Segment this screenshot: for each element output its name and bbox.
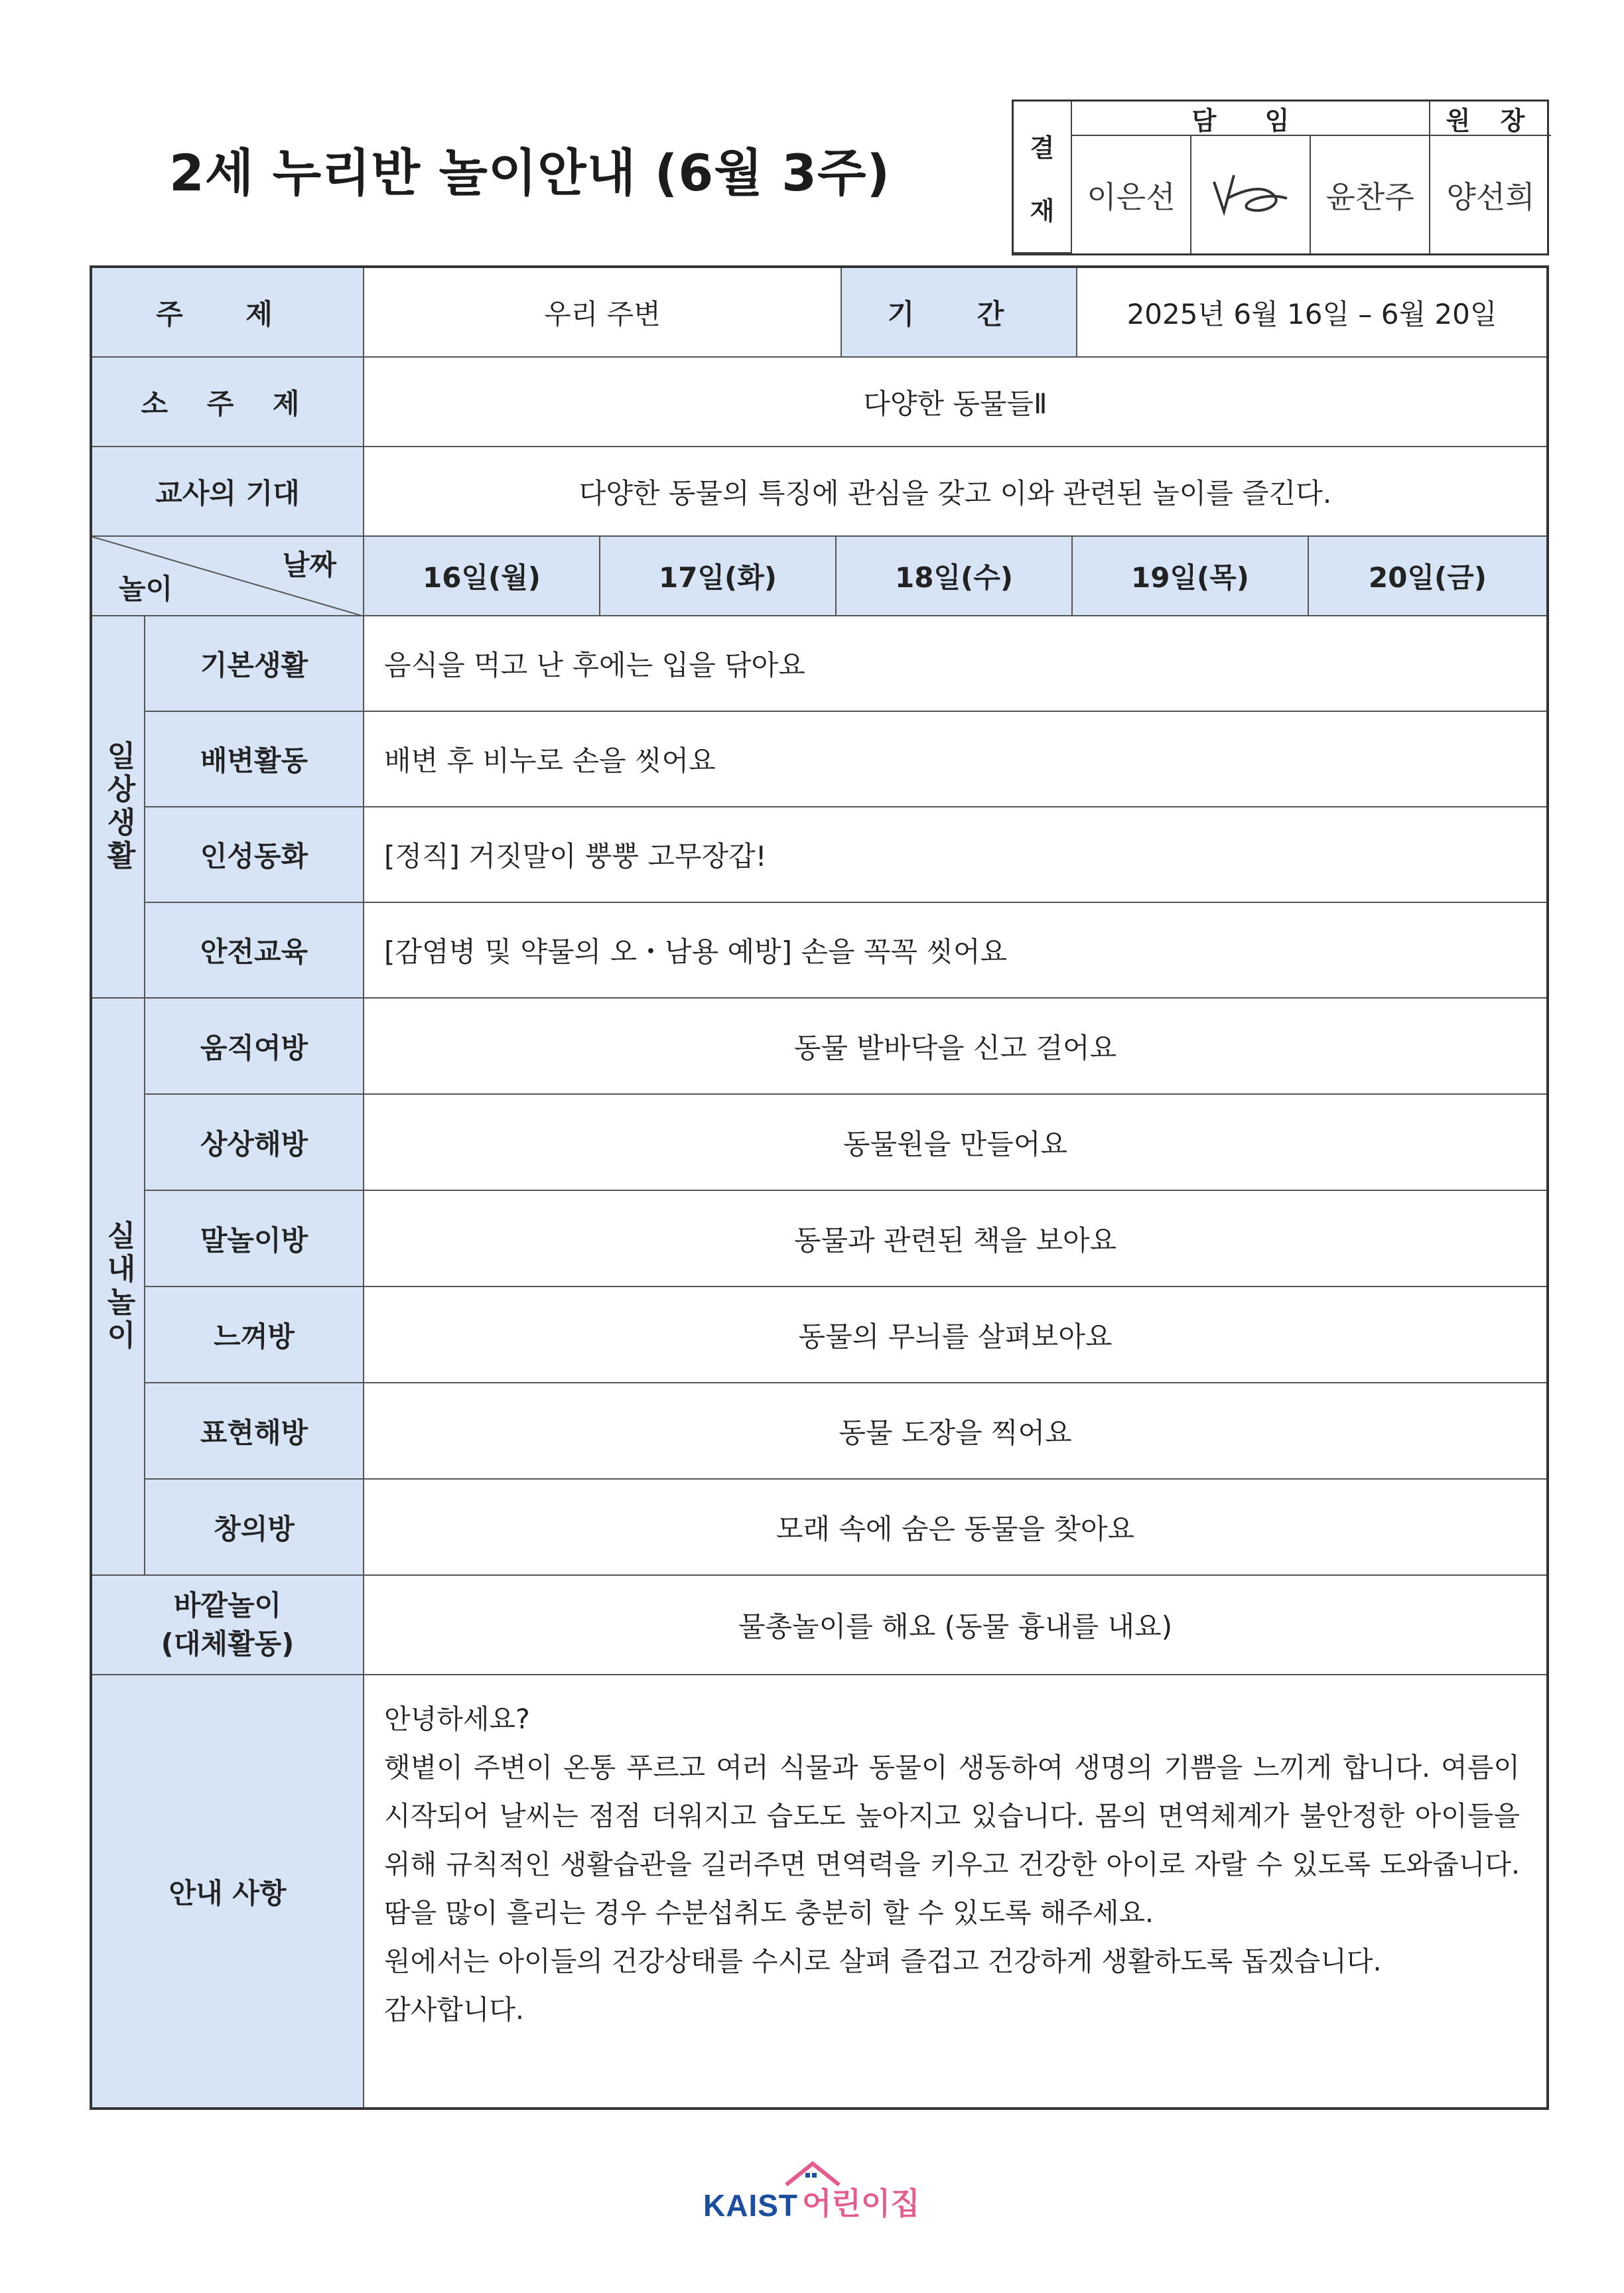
row-value-toileting: 배변 후 비누로 손을 씻어요	[364, 712, 1546, 807]
plan-table	[90, 265, 1549, 2110]
row-value-imagination-room: 동물원을 만들어요	[364, 1095, 1546, 1191]
notice-closing: 원에서는 아이들의 건강상태를 수시로 살펴 즐겁고 건강하게 생활하도록 돕겠습니다.	[384, 1945, 1382, 1977]
row-label-toileting: 배변활동	[145, 712, 364, 807]
row-value-creativity-room: 모래 속에 숨은 동물을 찾아요	[364, 1480, 1546, 1576]
indoor-play-group-label: 실내놀이	[92, 999, 145, 1576]
signature-director: 양선희	[1446, 178, 1535, 215]
approval-side-label: 결 재	[1014, 102, 1072, 253]
notice-text	[364, 1675, 1546, 2107]
kaist-daycare-logo	[703, 2180, 920, 2223]
logo-kaist-text: KAIST	[703, 2188, 798, 2223]
row-label-sensory-room: 느껴방	[145, 1287, 364, 1383]
logo-daycare-text: 어린이집	[802, 2186, 920, 2221]
row-label-expression-room: 표현해방	[145, 1383, 364, 1480]
signature-teacher-2: 윤찬주	[1311, 136, 1430, 253]
notice-greeting: 안녕하세요?	[384, 1703, 530, 1735]
row-value-expression-room: 동물 도장을 찍어요	[364, 1383, 1546, 1480]
row-value-sensory-room: 동물의 무늬를 살펴보아요	[364, 1287, 1546, 1383]
row-value-language-room: 동물과 관련된 책을 보아요	[364, 1191, 1546, 1287]
day-header-mon: 16일(월)	[364, 537, 600, 616]
signature-mark	[1191, 136, 1311, 253]
approval-box	[1012, 100, 1549, 255]
signature-teacher-1: 이은선	[1072, 136, 1191, 253]
expectation-value: 다양한 동물의 특징에 관심을 갖고 이와 관련된 놀이를 즐긴다.	[364, 447, 1546, 537]
house-roof-icon	[783, 2160, 843, 2186]
diagonal-header	[92, 537, 364, 616]
subtheme-value: 다양한 동물들Ⅱ	[364, 358, 1546, 447]
row-label-basic-life: 기본생활	[145, 616, 364, 712]
day-header-thu: 19일(목)	[1073, 537, 1309, 616]
expectation-label: 교사의 기대	[92, 447, 364, 537]
row-label-movement-room: 움직여방	[145, 999, 364, 1095]
row-value-safety-education: [감염병 및 약물의 오・남용 예방] 손을 꼭꼭 씻어요	[364, 903, 1546, 999]
row-label-character-story: 인성동화	[145, 807, 364, 903]
page-title: 2세 누리반 놀이안내 (6월 3주)	[169, 143, 891, 202]
head-teacher-label: 담 임	[1072, 102, 1430, 136]
date-axis-label: 날짜	[282, 549, 336, 581]
notice-paragraph: 햇볕이 주변이 온통 푸르고 여러 식물과 동물이 생동하여 생명의 기쁨을 느끼게 합니다. 여름이 시작되어 날씨는 점점 더워지고 습도도 높아지고 있습니다. 몸의 면역체계가 불안정한 아이들을 위해 규칙적인 생활습관을 길러주면 면역력을 키우고 건강한 아이로 자랄 수 있도록 도와줍니다. 땀을 많이 흘리는 경우 수분섭취도 충분히 할 수 있도록 해주세요.	[384, 1752, 1520, 1929]
play-axis-label: 놀이	[119, 573, 173, 605]
row-value-basic-life: 음식을 먹고 난 후에는 입을 닦아요	[364, 616, 1546, 712]
period-label: 기 간	[842, 268, 1077, 358]
subtheme-label: 소 주 제	[92, 358, 364, 447]
notice-label: 안내 사항	[92, 1675, 364, 2107]
row-value-movement-room: 동물 발바닥을 신고 걸어요	[364, 999, 1546, 1095]
notice-thanks: 감사합니다.	[384, 1994, 525, 2026]
row-label-creativity-room: 창의방	[145, 1480, 364, 1576]
row-label-imagination-room: 상상해방	[145, 1095, 364, 1191]
day-header-fri: 20일(금)	[1309, 537, 1546, 616]
outdoor-play-value: 물총놀이를 해요 (동물 흉내를 내요)	[364, 1576, 1546, 1675]
row-label-safety-education: 안전교육	[145, 903, 364, 999]
period-value: 2025년 6월 16일 – 6월 20일	[1077, 268, 1546, 358]
outdoor-play-label: 바깥놀이 (대체활동)	[92, 1576, 364, 1675]
day-header-tue: 17일(화)	[600, 537, 837, 616]
theme-label: 주 제	[92, 268, 364, 358]
row-label-language-room: 말놀이방	[145, 1191, 364, 1287]
daily-life-group-label: 일상생활	[92, 616, 145, 999]
day-header-wed: 18일(수)	[837, 537, 1073, 616]
director-label: 원 장	[1430, 102, 1551, 136]
row-value-character-story: [정직] 거짓말이 뿡뿡 고무장갑!	[364, 807, 1546, 903]
theme-value: 우리 주변	[364, 268, 842, 358]
